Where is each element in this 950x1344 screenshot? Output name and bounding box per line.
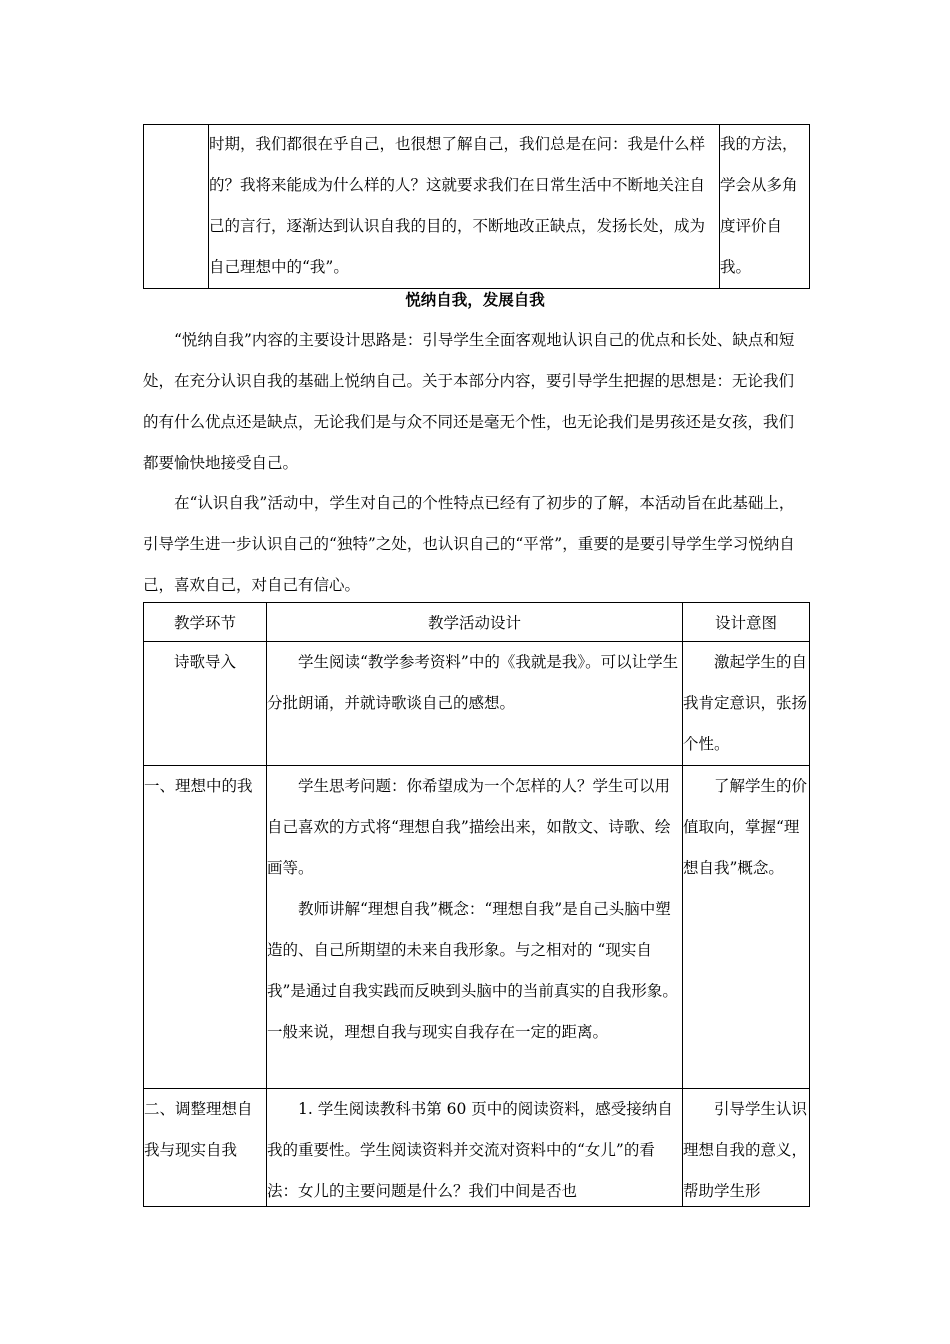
stage-cell xyxy=(144,766,267,1089)
table-row xyxy=(144,766,810,1089)
activity-cell xyxy=(267,1089,683,1207)
header-stage: 教学环节 xyxy=(144,603,267,642)
stage-text: 一、理想中的我 xyxy=(144,777,253,795)
activity-text: 学生思考问题：你希望成为一个怎样的人？学生可以用自己喜欢的方式将“理想自我”描绘出来，如散文、诗歌、绘画等。 xyxy=(267,777,671,877)
intent-cell xyxy=(683,1089,810,1207)
stage-cell xyxy=(144,1089,267,1207)
header-activity: 教学活动设计 xyxy=(267,603,683,642)
section-title: 悦纳自我，发展自我 xyxy=(405,291,545,309)
stage-cell xyxy=(144,642,267,766)
intent-text: 了解学生的价值取向，掌握“理想自我”概念。 xyxy=(683,777,808,877)
intro-paragraph-1: “悦纳自我”内容的主要设计思路是：引导学生全面客观地认识自己的优点和长处、缺点和短处，在充分认识自我的基础上悦纳自己。关于本部分内容，要引导学生把握的思想是：无论我们的有什么优点还是缺点，无论我们是与众不同还是毫无个性，也无论我们是男孩还是女孩，我们都要愉快地接受自己。 xyxy=(143,331,795,472)
activity-cell xyxy=(267,642,683,766)
continued-activity-text: 时期，我们都很在乎自己，也很想了解自己，我们总是在问：我是什么样的？我将来能成为什么样的人？这就要求我们在日常生活中不断地关注自己的言行，逐渐达到认识自我的目的，不断地改正缺点，发扬长处，成为自己理想中的“我”。 xyxy=(209,135,706,276)
activity-text: 教师讲解“理想自我”概念：“理想自我”是自己头脑中塑造的、自己所期望的未来自我形象。与之相对的 “现实自我”是通过自我实践而反映到头脑中的当前真实的自我形象。一般来说，理想自我与现实自我存在一定的距离。 xyxy=(267,900,678,1041)
activity-cell xyxy=(267,766,683,1089)
intent-cell xyxy=(683,766,810,1089)
table-header-row xyxy=(144,603,810,642)
intro-paragraph-2: 在“认识自我”活动中，学生对自己的个性特点已经有了初步的了解，本活动旨在此基础上，引导学生进一步认识自己的“独特”之处，也认识自己的“平常”，重要的是要引导学生学习悦纳自己，喜欢自己，对自己有信心。 xyxy=(143,494,795,594)
activity-text: 1. 学生阅读教科书第 60 页中的阅读资料，感受接纳自我的重要性。学生阅读资料并交流对资料中的“女儿”的看法：女儿的主要问题是什么？我们中间是否也 xyxy=(267,1100,673,1200)
stage-text: 诗歌导入 xyxy=(173,653,236,671)
lesson-table xyxy=(143,602,810,1207)
intent-cell xyxy=(683,642,810,766)
activity-text: 学生阅读“教学参考资料”中的《我就是我》。可以让学生分批朗诵，并就诗歌谈自己的感想。 xyxy=(267,653,679,712)
table-row xyxy=(144,642,810,766)
intent-text: 引导学生认识理想自我的意义，帮助学生形 xyxy=(683,1100,808,1200)
continued-table-stage-cell xyxy=(144,125,209,289)
intent-text: 激起学生的自我肯定意识，张扬个性。 xyxy=(683,653,808,753)
header-intent: 设计意图 xyxy=(683,603,810,642)
continued-table-intent-cell xyxy=(720,125,810,289)
continued-table-activity-cell xyxy=(209,125,720,289)
continued-intent-text: 我的方法，学会从多角度评价自我。 xyxy=(720,135,798,276)
continued-table xyxy=(143,124,810,289)
table-row xyxy=(144,1089,810,1207)
stage-text: 二、调整理想自我与现实自我 xyxy=(144,1100,253,1159)
